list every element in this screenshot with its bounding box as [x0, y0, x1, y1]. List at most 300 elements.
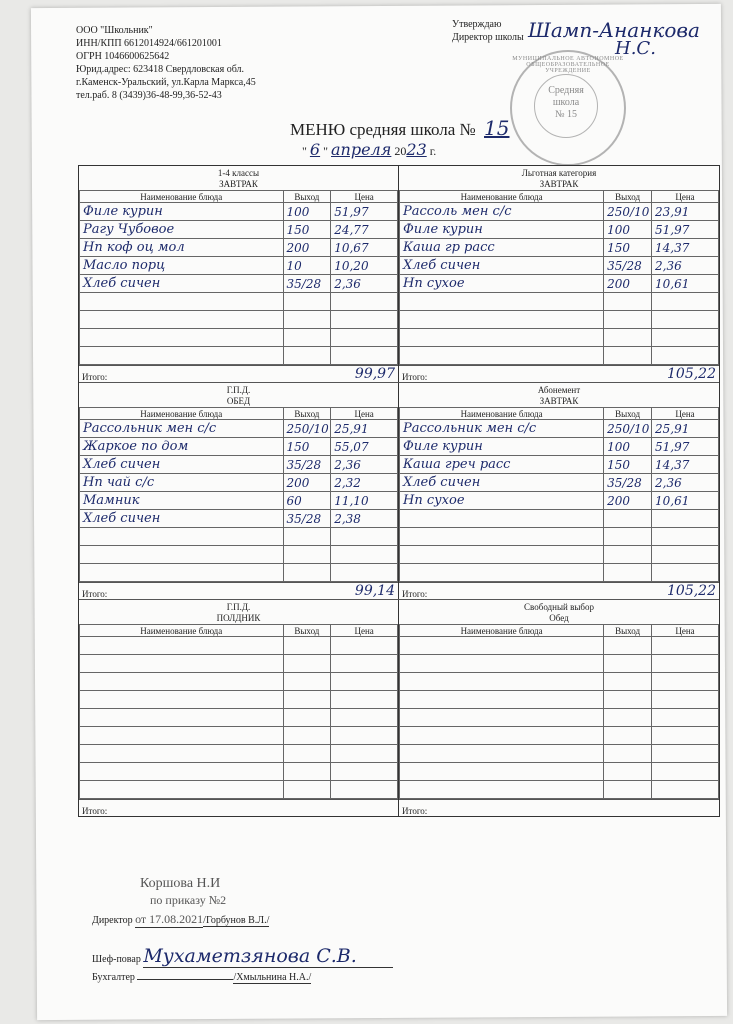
- director-label: Директор: [92, 915, 133, 926]
- dish-price: 51,97: [652, 438, 719, 456]
- dish-name: [80, 528, 284, 546]
- dish-name: [80, 329, 284, 347]
- table-row: [400, 781, 719, 799]
- company-address-2: г.Каменск-Уральский, ул.Карла Маркса,45: [76, 77, 256, 88]
- table-row: [400, 293, 719, 311]
- section-total: [79, 582, 398, 599]
- table-row: [80, 727, 398, 745]
- table-row: [400, 420, 719, 438]
- dish-yield: 100: [283, 203, 331, 221]
- table-row: [400, 510, 719, 528]
- dish-yield: 200: [283, 239, 331, 257]
- table-row: [400, 691, 719, 709]
- dish-price: [331, 546, 398, 564]
- table-row: [400, 311, 719, 329]
- dish-price: [652, 311, 719, 329]
- dish-price: 2,32: [331, 474, 398, 492]
- col-header-yield: Выход: [283, 191, 331, 203]
- section-caption: [79, 383, 398, 407]
- chef-signature: Мухаметзянова С.В.: [143, 945, 393, 968]
- dish-price: 2,36: [652, 474, 719, 492]
- dish-yield: [604, 781, 652, 799]
- section-title-2: ПОЛДНИК: [216, 613, 261, 623]
- dish-name: Хлеб сичен: [400, 257, 604, 275]
- dish-name: Хлеб сичен: [80, 510, 284, 528]
- school-stamp: [510, 50, 626, 166]
- dish-price: [652, 763, 719, 781]
- dish-name: [400, 781, 604, 799]
- dish-yield: [283, 546, 331, 564]
- accountant-label: Бухгалтер: [92, 972, 135, 983]
- dish-name: [80, 709, 284, 727]
- col-header-yield: Выход: [283, 408, 331, 420]
- col-header-name: Наименование блюда: [400, 408, 604, 420]
- section-total: [399, 582, 719, 599]
- dish-name: Рассольник мен с/с: [80, 420, 284, 438]
- table-row: [400, 637, 719, 655]
- dish-name: [400, 329, 604, 347]
- section-title-1: Свободный выбор: [524, 602, 594, 612]
- dish-price: [652, 293, 719, 311]
- company-phone: тел.раб. 8 (3439)36-48-99,36-52-43: [76, 90, 222, 101]
- section-title-2: ЗАВТРАК: [539, 179, 579, 189]
- table-row: [80, 203, 398, 221]
- total-value: 99,14: [354, 583, 395, 599]
- footer-accountant: [92, 972, 311, 984]
- dish-yield: 250/10: [604, 203, 652, 221]
- company-inn: ИНН/КПП 6612014924/661201001: [76, 38, 222, 49]
- section-title-2: ЗАВТРАК: [539, 396, 579, 406]
- total-value: 99,97: [354, 366, 395, 382]
- table-header-row: [400, 408, 719, 420]
- table-row: [80, 745, 398, 763]
- dish-yield: 100: [604, 438, 652, 456]
- director-signature: Шамп-Ананкова: [528, 18, 700, 42]
- dish-yield: 35/28: [283, 456, 331, 474]
- dish-yield: 250/10: [283, 420, 331, 438]
- dish-name: [400, 528, 604, 546]
- table-row: [80, 329, 398, 347]
- dish-price: 2,36: [652, 257, 719, 275]
- section-table: [79, 407, 398, 582]
- table-header-row: [80, 408, 398, 420]
- table-header-row: [80, 625, 398, 637]
- dish-name: [400, 691, 604, 709]
- dish-yield: 150: [604, 456, 652, 474]
- table-row: [80, 781, 398, 799]
- col-header-yield: Выход: [604, 191, 652, 203]
- dish-price: [331, 709, 398, 727]
- dish-name: [400, 311, 604, 329]
- date-day: 6: [309, 140, 321, 159]
- dish-name: [80, 727, 284, 745]
- dish-name: Нп сухое: [400, 275, 604, 293]
- table-row: [80, 257, 398, 275]
- table-row: [400, 673, 719, 691]
- dish-yield: [604, 293, 652, 311]
- menu-section: [399, 166, 719, 382]
- dish-name: [80, 691, 284, 709]
- table-row: [400, 347, 719, 365]
- dish-yield: [283, 637, 331, 655]
- dish-name: Хлеб сичен: [400, 474, 604, 492]
- col-header-name: Наименование блюда: [80, 191, 284, 203]
- dish-yield: 200: [604, 492, 652, 510]
- dish-price: [331, 293, 398, 311]
- stamp-ring-text: МУНИЦИПАЛЬНОЕ АВТОНОМНОЕ ОБЩЕОБРАЗОВАТЕЛЬНОЕ УЧРЕЖДЕНИЕ: [512, 56, 624, 74]
- dish-price: [331, 727, 398, 745]
- dish-price: [652, 347, 719, 365]
- dish-yield: 60: [283, 492, 331, 510]
- date-year-prefix: 20: [394, 144, 407, 158]
- dish-yield: [283, 655, 331, 673]
- dish-name: Филе курин: [400, 438, 604, 456]
- dish-price: [331, 745, 398, 763]
- dish-price: 25,91: [331, 420, 398, 438]
- dish-price: [331, 528, 398, 546]
- dish-yield: [283, 781, 331, 799]
- section-total: [399, 799, 719, 816]
- col-header-yield: Выход: [604, 408, 652, 420]
- dish-name: [80, 655, 284, 673]
- section-table: [79, 624, 398, 799]
- table-row: [400, 655, 719, 673]
- dish-yield: 150: [604, 239, 652, 257]
- dish-name: [80, 745, 284, 763]
- total-value: 105,22: [667, 583, 716, 599]
- dish-yield: 35/28: [604, 257, 652, 275]
- company-header: [76, 24, 256, 102]
- dish-yield: 200: [604, 275, 652, 293]
- director-initials: Н.С.: [615, 38, 656, 59]
- dish-price: [652, 510, 719, 528]
- date-quote-close: ": [323, 144, 328, 158]
- col-header-price: Цена: [331, 625, 398, 637]
- table-row: [80, 492, 398, 510]
- dish-name: Нп коф оц мол: [80, 239, 284, 257]
- table-row: [80, 347, 398, 365]
- dish-yield: [283, 727, 331, 745]
- dish-yield: [604, 528, 652, 546]
- table-header-row: [400, 191, 719, 203]
- director-name: /Горбунов В.Л./: [203, 915, 270, 926]
- dish-yield: [283, 347, 331, 365]
- total-label: Итого:: [82, 806, 108, 816]
- table-row: [80, 239, 398, 257]
- table-row: [400, 546, 719, 564]
- dish-yield: [283, 673, 331, 691]
- col-header-name: Наименование блюда: [400, 625, 604, 637]
- col-header-yield: Выход: [283, 625, 331, 637]
- menu-section: [399, 600, 719, 816]
- dish-yield: 150: [283, 221, 331, 239]
- dish-price: 25,91: [652, 420, 719, 438]
- menu-section: [79, 166, 399, 382]
- section-caption: [79, 166, 398, 190]
- dish-name: [400, 655, 604, 673]
- dish-price: 2,36: [331, 275, 398, 293]
- table-row: [80, 311, 398, 329]
- dish-name: [80, 293, 284, 311]
- stamp-line-2: школа: [552, 97, 580, 108]
- dish-yield: [604, 691, 652, 709]
- dish-price: 24,77: [331, 221, 398, 239]
- director-school-label: Директор школы: [452, 32, 524, 43]
- dish-yield: [283, 311, 331, 329]
- dish-name: [400, 727, 604, 745]
- dish-name: [400, 709, 604, 727]
- table-row: [400, 727, 719, 745]
- col-header-price: Цена: [652, 408, 719, 420]
- table-row: [80, 637, 398, 655]
- dish-name: [400, 546, 604, 564]
- approval-block: [452, 18, 524, 44]
- footer-director: [92, 912, 269, 928]
- dish-name: Рассоль мен с/с: [400, 203, 604, 221]
- dish-yield: 250/10: [604, 420, 652, 438]
- dish-name: [400, 673, 604, 691]
- table-row: [400, 763, 719, 781]
- dish-price: [331, 763, 398, 781]
- footer-chef: [92, 945, 393, 968]
- dish-price: 2,36: [331, 456, 398, 474]
- dish-name: [400, 564, 604, 582]
- dish-name: [80, 763, 284, 781]
- stamp-line-1: Средняя: [548, 85, 584, 96]
- table-row: [80, 528, 398, 546]
- dish-name: [400, 347, 604, 365]
- dish-yield: [604, 347, 652, 365]
- section-caption: [79, 600, 398, 624]
- dish-name: [400, 510, 604, 528]
- table-row: [400, 239, 719, 257]
- section-title-2: ОБЕД: [226, 396, 251, 406]
- table-row: [80, 420, 398, 438]
- total-label: Итого:: [402, 372, 428, 382]
- dish-name: [400, 637, 604, 655]
- approve-label: Утверждаю: [452, 19, 502, 30]
- dish-yield: [283, 745, 331, 763]
- dish-name: [80, 637, 284, 655]
- table-row: [80, 456, 398, 474]
- dish-yield: [283, 763, 331, 781]
- company-ogrn: ОГРН 1046600625642: [76, 51, 170, 62]
- section-table: [79, 190, 398, 365]
- dish-price: 51,97: [331, 203, 398, 221]
- date-month: апреля: [331, 140, 392, 159]
- dish-price: [652, 727, 719, 745]
- company-address-1: Юрид.адрес: 623418 Свердловская обл.: [76, 64, 245, 75]
- chef-label: Шеф-повар: [92, 954, 141, 965]
- dish-price: 51,97: [652, 221, 719, 239]
- dish-name: [80, 564, 284, 582]
- menu-grid: [78, 165, 720, 817]
- dish-name: Каша греч расс: [400, 456, 604, 474]
- dish-price: [331, 637, 398, 655]
- table-row: [80, 546, 398, 564]
- table-row: [80, 438, 398, 456]
- dish-name: Нп чай с/с: [80, 474, 284, 492]
- col-header-price: Цена: [652, 625, 719, 637]
- dish-name: [80, 311, 284, 329]
- dish-yield: [283, 691, 331, 709]
- menu-title-text: МЕНЮ средняя школа №: [290, 120, 476, 139]
- table-header-row: [400, 625, 719, 637]
- dish-price: 10,61: [652, 492, 719, 510]
- total-label: Итого:: [82, 589, 108, 599]
- table-row: [400, 745, 719, 763]
- section-caption: [399, 383, 719, 407]
- school-number: 15: [484, 116, 510, 140]
- dish-price: [652, 564, 719, 582]
- table-row: [80, 275, 398, 293]
- section-table: [399, 190, 719, 365]
- dish-yield: [604, 745, 652, 763]
- dish-price: 23,91: [652, 203, 719, 221]
- total-label: Итого:: [402, 806, 428, 816]
- dish-yield: [604, 727, 652, 745]
- section-table: [399, 407, 719, 582]
- table-header-row: [80, 191, 398, 203]
- dish-name: Жаркое по дом: [80, 438, 284, 456]
- table-row: [80, 763, 398, 781]
- table-row: [400, 221, 719, 239]
- menu-section: [399, 383, 719, 599]
- table-row: [80, 655, 398, 673]
- col-header-price: Цена: [331, 191, 398, 203]
- dish-yield: 100: [604, 221, 652, 239]
- dish-price: [652, 745, 719, 763]
- date-quote-open: ": [302, 144, 307, 158]
- dish-name: [400, 763, 604, 781]
- dish-yield: [283, 293, 331, 311]
- dish-name: Филе курин: [400, 221, 604, 239]
- dish-price: [331, 691, 398, 709]
- dish-yield: [604, 655, 652, 673]
- dish-price: 14,37: [652, 239, 719, 257]
- dish-price: [331, 673, 398, 691]
- table-row: [80, 474, 398, 492]
- dish-price: 14,37: [652, 456, 719, 474]
- dish-yield: [604, 637, 652, 655]
- menu-date: [302, 140, 436, 159]
- section-title-1: 1-4 классы: [217, 168, 260, 178]
- dish-yield: [604, 510, 652, 528]
- col-header-price: Цена: [331, 408, 398, 420]
- dish-yield: [604, 311, 652, 329]
- dish-name: [80, 673, 284, 691]
- dish-name: [400, 293, 604, 311]
- section-total: [79, 799, 398, 816]
- dish-name: Филе курин: [80, 203, 284, 221]
- dish-yield: [604, 763, 652, 781]
- col-header-name: Наименование блюда: [400, 191, 604, 203]
- dish-name: Рассольник мен с/с: [400, 420, 604, 438]
- dish-name: [80, 781, 284, 799]
- dish-price: [331, 329, 398, 347]
- dish-yield: [283, 528, 331, 546]
- order-line-1: по приказу №2: [150, 893, 227, 907]
- menu-title: [290, 116, 509, 140]
- dish-yield: [604, 329, 652, 347]
- table-row: [400, 564, 719, 582]
- table-row: [400, 528, 719, 546]
- dish-price: [652, 528, 719, 546]
- col-header-yield: Выход: [604, 625, 652, 637]
- dish-name: Рагу Чубовое: [80, 221, 284, 239]
- dish-name: Хлеб сичен: [80, 275, 284, 293]
- section-title-1: Льготная категория: [521, 168, 597, 178]
- dish-price: [652, 709, 719, 727]
- dish-name: Масло порц: [80, 257, 284, 275]
- section-total: [399, 365, 719, 382]
- dish-name: Хлеб сичен: [80, 456, 284, 474]
- dish-name: Мамник: [80, 492, 284, 510]
- dish-name: Нп сухое: [400, 492, 604, 510]
- dish-price: 2,38: [331, 510, 398, 528]
- table-row: [400, 203, 719, 221]
- dish-name: [80, 546, 284, 564]
- table-row: [400, 257, 719, 275]
- dish-yield: 35/28: [283, 510, 331, 528]
- table-row: [400, 709, 719, 727]
- dish-yield: 150: [283, 438, 331, 456]
- section-total: [79, 365, 398, 382]
- dish-price: 55,07: [331, 438, 398, 456]
- dish-yield: [283, 709, 331, 727]
- table-row: [400, 492, 719, 510]
- dish-yield: [604, 673, 652, 691]
- section-title-2: Обед: [549, 613, 569, 623]
- menu-section-row: [79, 599, 719, 816]
- dish-price: [652, 781, 719, 799]
- dish-yield: [604, 546, 652, 564]
- dish-name: [400, 745, 604, 763]
- table-row: [400, 329, 719, 347]
- section-title-1: Г.П.Д.: [226, 385, 251, 395]
- menu-section: [79, 600, 399, 816]
- stamp-center: [534, 74, 598, 138]
- stamp-line-3: № 15: [554, 109, 578, 120]
- date-suffix: г.: [429, 144, 437, 158]
- dish-yield: 35/28: [283, 275, 331, 293]
- order-line-2: от 17.08.2021: [135, 912, 204, 926]
- date-year: 23: [406, 140, 427, 159]
- menu-section-row: [79, 382, 719, 599]
- accountant-name: /Хмыльнина Н.А./: [233, 972, 312, 983]
- table-row: [80, 221, 398, 239]
- dish-yield: [283, 564, 331, 582]
- dish-yield: 35/28: [604, 474, 652, 492]
- dish-price: [652, 637, 719, 655]
- table-row: [80, 293, 398, 311]
- table-row: [80, 709, 398, 727]
- dish-price: [652, 546, 719, 564]
- total-value: 105,22: [667, 366, 716, 382]
- dish-price: [652, 673, 719, 691]
- dish-price: [331, 655, 398, 673]
- dish-price: [652, 329, 719, 347]
- section-title-2: ЗАВТРАК: [219, 179, 258, 189]
- dish-price: [652, 691, 719, 709]
- section-caption: [399, 166, 719, 190]
- dish-price: 11,10: [331, 492, 398, 510]
- table-row: [400, 474, 719, 492]
- accountant-signature-line: [137, 979, 233, 980]
- menu-section: [79, 383, 399, 599]
- dish-yield: 200: [283, 474, 331, 492]
- table-row: [80, 673, 398, 691]
